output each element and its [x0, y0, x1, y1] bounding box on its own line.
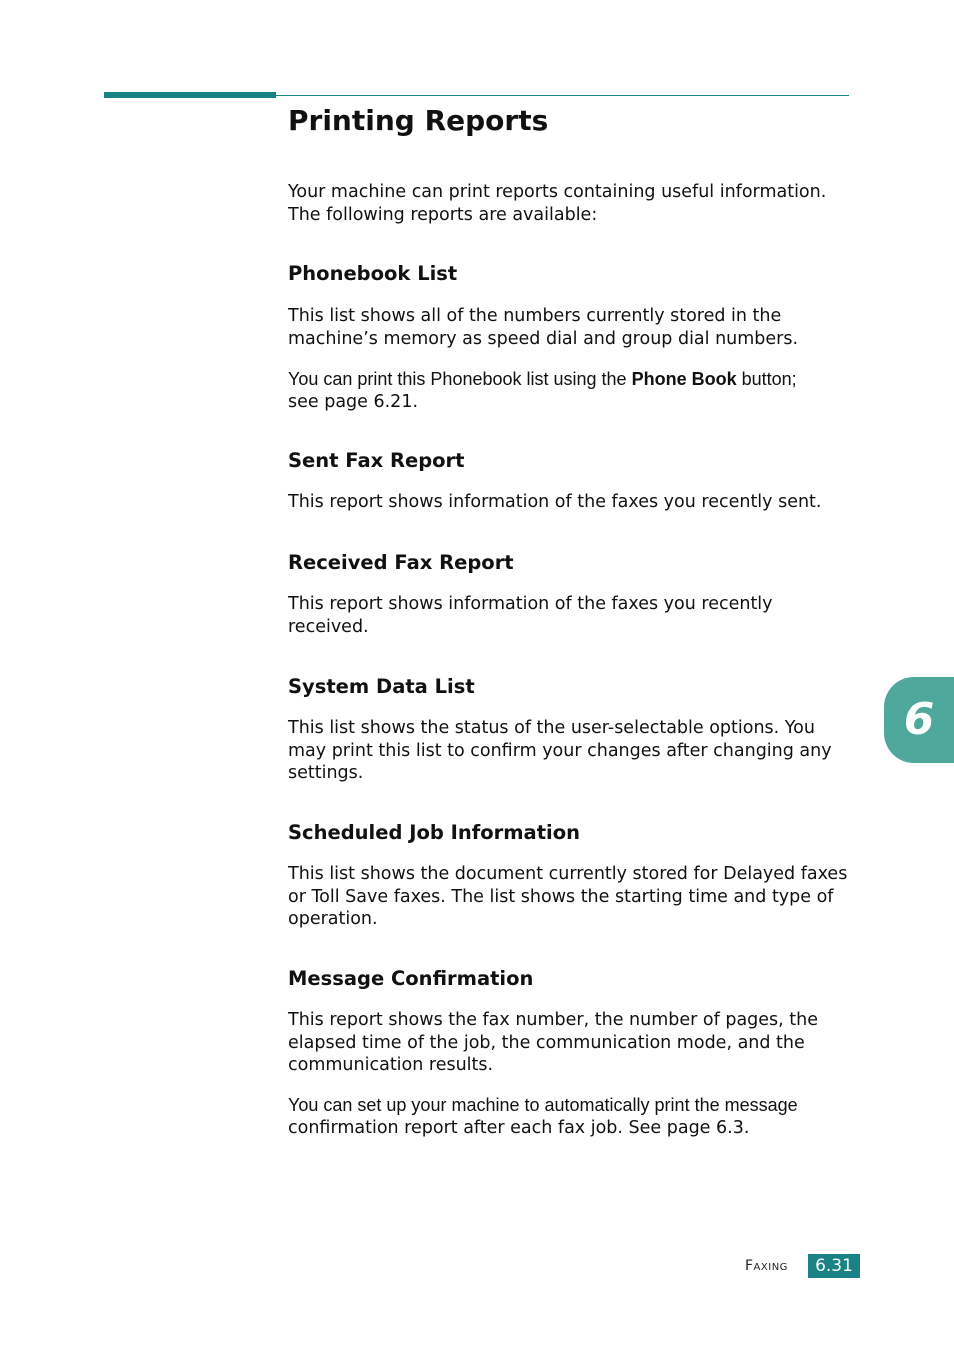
phone-book-button-label: Phone Book: [631, 369, 737, 389]
paragraph-line: communication results.: [288, 1055, 494, 1075]
paragraph-line: This list shows the status of the user-selectable options. You: [288, 718, 815, 738]
note-text-before: You can print this Phonebook list using the: [288, 369, 632, 389]
section-heading-system-data-list: System Data List: [288, 675, 475, 698]
paragraph-line: or Toll Save faxes. The list shows the starting time and type of: [288, 886, 834, 907]
scheduled-job-information-paragraph: [288, 863, 847, 931]
message-confirmation-paragraph: [288, 1009, 818, 1077]
paragraph-line: see page 6.21.: [288, 391, 419, 412]
section-heading-sent-fax-report: Sent Fax Report: [288, 449, 465, 472]
paragraph-line: machine’s memory as speed dial and group dial numbers.: [288, 328, 799, 349]
phonebook-list-paragraph: [288, 305, 798, 350]
header-rule-thin: [276, 95, 849, 96]
paragraph-line: This list shows all of the numbers currently stored in the: [288, 306, 782, 326]
section-heading-phonebook-list: Phonebook List: [288, 262, 458, 285]
footer-section-name: Faxing: [745, 1258, 788, 1274]
paragraph-line: [288, 368, 797, 391]
paragraph-line: operation.: [288, 909, 378, 929]
paragraph-line: settings.: [288, 763, 364, 783]
intro-paragraph: [288, 181, 826, 226]
paragraph-line: confirmation report after each fax job. See page 6.3.: [288, 1117, 750, 1138]
paragraph-line: This report shows information of the faxes you recently sent.: [288, 492, 822, 512]
chapter-tab: [884, 677, 954, 763]
paragraph-line: This list shows the document currently stored for Delayed faxes: [288, 864, 848, 884]
page-title: Printing Reports: [288, 104, 549, 137]
paragraph-line: You can set up your machine to automatically print the message: [288, 1095, 798, 1115]
footer-page-number: 6.31: [808, 1254, 860, 1278]
paragraph-line: This report shows the fax number, the number of pages, the: [288, 1010, 818, 1030]
section-heading-message-confirmation: Message Confirmation: [288, 967, 534, 990]
intro-line: Your machine can print reports containing useful information.: [288, 182, 827, 202]
sent-fax-report-paragraph: [288, 491, 822, 514]
chapter-tab-number: 6: [903, 694, 935, 745]
section-heading-received-fax-report: Received Fax Report: [288, 551, 514, 574]
header-rule-thick: [104, 92, 276, 98]
paragraph-line: received.: [288, 616, 369, 637]
section-heading-scheduled-job-information: Scheduled Job Information: [288, 821, 581, 844]
system-data-list-paragraph: [288, 717, 832, 785]
note-text-after: button;: [736, 369, 797, 389]
paragraph-line: may print this list to confirm your changes after changing any: [288, 740, 832, 761]
phonebook-print-note: [288, 368, 797, 413]
paragraph-line: This report shows information of the faxes you recently: [288, 594, 773, 614]
received-fax-report-paragraph: [288, 593, 773, 638]
message-confirmation-setup-paragraph: [288, 1094, 798, 1139]
paragraph-line: elapsed time of the job, the communication mode, and the: [288, 1032, 805, 1053]
intro-line: The following reports are available:: [288, 204, 598, 225]
